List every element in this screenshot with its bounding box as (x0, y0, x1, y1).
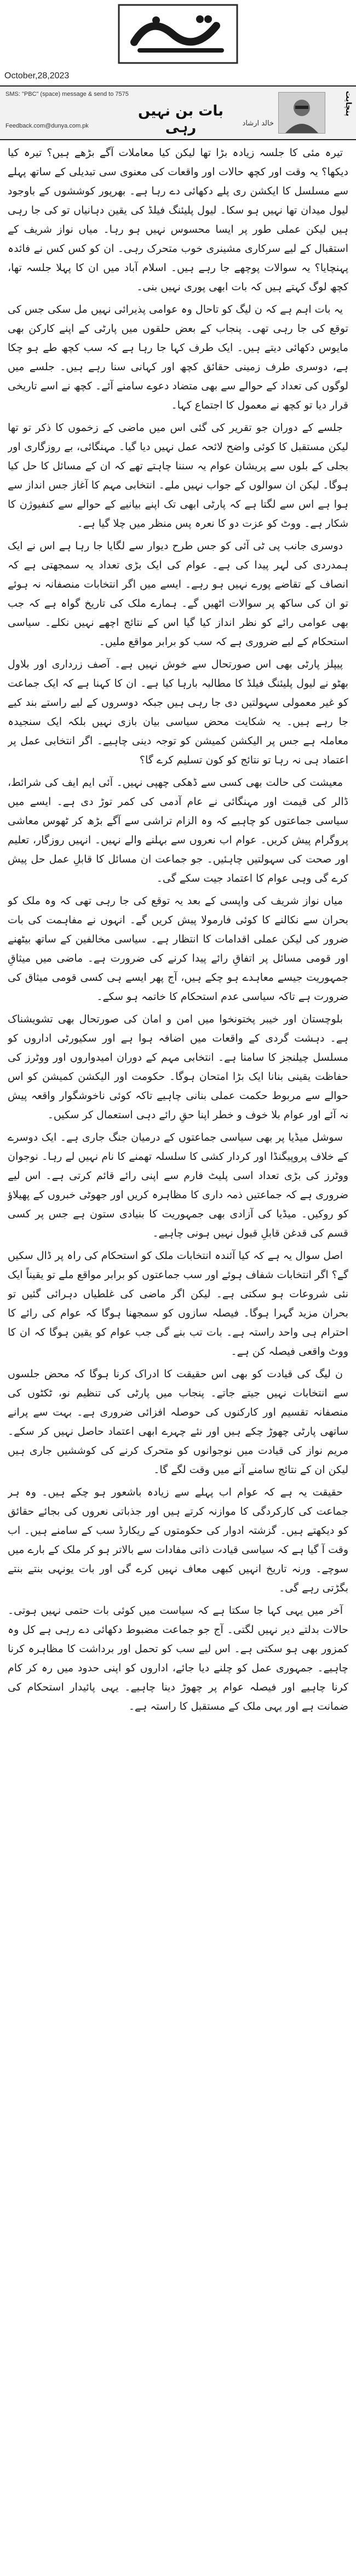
paragraph: معیشت کی حالت بھی کسی سے ڈھکی چھپی نہیں۔ آئی ایم ایف کی شرائط، ڈالر کی قیمت اور مہنگائی نے عام آدمی کی کمر توڑ دی ہے۔ ایسے میں سیاسی جماعتوں کو چاہیے کہ وہ الزام تراشی سے آگے بڑھ کر ٹھوس معاشی پروگرام پیش کریں۔ عوام اب نعروں سے بہلنے والے نہیں۔ انہیں روزگار، تعلیم اور صحت کی سہولتیں چاہئیں۔ جو جماعت ان مسائل کا قابلِ عمل حل پیش کرے گی وہی عوام کا اعتماد جیت سکے گی۔ (8, 777, 348, 884)
paragraph: آخر میں یہی کہا جا سکتا ہے کہ سیاست میں کوئی بات حتمی نہیں ہوتی۔ حالات بدلتے دیر نہیں لگتی۔ آج جو جماعت مضبوط دکھائی دے رہی ہے کل وہ کمزور بھی ہو سکتی ہے۔ اس لیے سب کو تحمل اور برداشت کا مظاہرہ کرنا چاہیے۔ جمہوری عمل کو چلنے دیا جائے، اداروں کو اپنی حدود میں رہ کر کام کرنا چاہیے اور فیصلہ عوام پر چھوڑ دینا چاہیے۔ یہی پائیدار استحکام کی ضمانت ہے اور یہی ملک کے مستقبل کا راستہ ہے۔ (8, 1605, 348, 1712)
masthead (0, 0, 356, 85)
paragraph: میاں نواز شریف کی واپسی کے بعد یہ توقع کی جا رہی تھی کہ وہ ملک کو بحران سے نکالنے کا کوئی فارمولا پیش کریں گے۔ انہوں نے مفاہمت کی بات ضرور کی لیکن عملی اقدامات کا انتظار ہے۔ سیاسی مخالفین کے ساتھ بیٹھنے اور قومی مسائل پر اتفاقِ رائے پیدا کرنے کی ضرورت ہے۔ ماضی میں میثاقِ جمہوریت جیسے معاہدے ہو چکے ہیں، آج پھر ایسے ہی کسی قومی میثاق کی ضرورت ہے تاکہ سیاسی عدم استحکام کا خاتمہ ہو سکے۔ (8, 895, 348, 1003)
author-name: خالد ارشاد (242, 119, 274, 128)
column-title: پنچایت (344, 91, 353, 117)
paragraph: اصل سوال یہ ہے کہ کیا آئندہ انتخابات ملک کو استحکام کی راہ پر ڈال سکیں گے؟ اگر انتخابات شفاف ہوئے اور سب جماعتوں کو برابر مواقع ملے تو یقیناً ایک نئی شروعات ہو سکتی ہے۔ لیکن اگر ماضی کی غلطیاں دہرائی گئیں تو بحران مزید گہرا ہوگا۔ فیصلہ سازوں کو سمجھنا ہوگا کہ عوام کی رائے کا احترام ہی واحد راستہ ہے۔ بات تب بنے گی جب عوام کو یقین ہوگا کہ ان کا ووٹ واقعی فیصلہ کن ہے۔ (8, 1250, 348, 1358)
column-header (0, 85, 356, 140)
paragraph: سوشل میڈیا پر بھی سیاسی جماعتوں کے درمیان جنگ جاری ہے۔ ایک دوسرے کے خلاف پروپیگنڈا اور کردار کشی کا سلسلہ تھمنے کا نام نہیں لے رہا۔ نوجوان ووٹرز کی بڑی تعداد اسی پلیٹ فارم سے اپنی رائے قائم کرتی ہے۔ اس لیے ضروری ہے کہ جماعتیں ذمہ داری کا مظاہرہ کریں اور جھوٹی خبروں کے پھیلاؤ کو روکیں۔ میڈیا کی آزادی بھی جمہوریت کا بنیادی ستون ہے جس پر کسی قسم کی قدغن قابلِ قبول نہیں ہونی چاہیے۔ (8, 1131, 348, 1239)
paragraph: تیرہ مئی کا جلسہ زیادہ بڑا تھا لیکن کیا معاملات آگے بڑھے ہیں؟ تیرہ کیا دیکھا؟ یہ وقت اور کچھ حالات اور واقعات کی معنوی سی تبدیلی کے ساتھ پہلے سے مسلسل کا ایکشن ری پلے دکھائی دے رہا ہے۔ بھرپور کوششوں کے باوجود لیول میدان تھا نہیں ہو سکا۔ لیول پلیئنگ فیلڈ کی یقین دہانیاں تو کی جا رہی ہیں لیکن عملی طور پر ایسا محسوس نہیں ہو رہا۔ میاں نواز شریف کے استقبال کے لیے سرکاری مشینری خوب متحرک رہی۔ ان کو کس کس نے فائدہ پہنچایا؟ یہ سوالات پوچھے جا رہے ہیں۔ اسلام آباد میں ان کا پہلا جلسہ تھا، کچھ لوگ کہتے ہیں کہ بات ابھی پوری نہیں بنی۔ (8, 147, 348, 293)
paragraph: حقیقت یہ ہے کہ عوام اب پہلے سے زیادہ باشعور ہو چکے ہیں۔ وہ ہر جماعت کی کارکردگی کا موازنہ کرتے ہیں اور جذباتی نعروں کی بجائے حقائق کو دیکھتے ہیں۔ گزشتہ ادوار کی حکومتوں کے ریکارڈ سب کے سامنے ہیں۔ اب وقت آ گیا ہے کہ سیاسی قیادت ذاتی مفادات سے بالاتر ہو کر ملک کے بارے میں سوچے۔ ورنہ تاریخ انہیں کبھی معاف نہیں کرے گی اور بات یونہی بنتے بنتے بگڑتی رہے گی۔ (8, 1486, 348, 1594)
person-icon (279, 93, 325, 133)
paragraph: ن لیگ کی قیادت کو بھی اس حقیقت کا ادراک کرنا ہوگا کہ محض جلسوں سے انتخابات نہیں جیتے جاتے۔ پنجاب میں پارٹی کی تنظیم نو، ٹکٹوں کی منصفانہ تقسیم اور کارکنوں کی حوصلہ افزائی ضروری ہے۔ بہت سے پرانے ساتھی پارٹی چھوڑ چکے ہیں اور نئے چہرے ابھی اعتماد حاصل نہیں کر سکے۔ مریم نواز کی قیادت میں نوجوانوں کو متحرک کرنے کی کوششیں جاری ہیں لیکن ان کے نتائج سامنے آنے میں وقت لگے گا۔ (8, 1368, 348, 1476)
paragraph: دوسری جانب پی ٹی آئی کو جس طرح دیوار سے لگایا جا رہا ہے اس نے ایک ہمدردی کی لہر پیدا کی ہے۔ عوام کی ایک بڑی تعداد یہ سمجھتی ہے کہ انصاف کے تقاضے پورے نہیں ہو رہے۔ ایسے میں اگر انتخابات منصفانہ نہ ہوئے تو ان کی ساکھ پر سوالات اٹھیں گے۔ ہمارے ملک کی تاریخ گواہ ہے کہ جب بھی عوامی رائے کو نظر انداز کیا گیا اس کے نتائج اچھے نہیں نکلے۔ سیاسی استحکام کے لیے ضروری ہے کہ سب کو برابر مواقع ملیں۔ (8, 540, 348, 648)
paragraph: یہ بات اہم ہے کہ ن لیگ کو تاحال وہ عوامی پذیرائی نہیں مل سکی جس کی توقع کی جا رہی تھی۔ پنجاب کے بعض حلقوں میں پارٹی کے اپنے کارکن بھی مایوس دکھائی دیتے ہیں۔ ایک طرف کہا جا رہا ہے کہ سب کچھ طے ہو چکا ہے، دوسری طرف زمینی حقائق کچھ اور کہانی سنا رہے ہیں۔ جلسے میں لوگوں کی تعداد کے حوالے سے بھی متضاد دعوے سامنے آئے۔ کچھ نے اسے تاریخی قرار دیا تو کچھ نے معمول کا اجتماع کہا۔ (8, 303, 348, 411)
columnist-avatar (278, 92, 325, 134)
newspaper-logo[interactable] (0, 0, 356, 68)
feedback-email[interactable]: Feedback.com@dunya.com.pk (5, 123, 89, 129)
sms-info: SMS: "PBC" (space) message & send to 7575 (5, 91, 129, 97)
publish-date: October,28,2023 (4, 71, 70, 81)
logo-emblem-icon (118, 4, 238, 64)
paragraph: جلسے کے دوران جو تقریر کی گئی اس میں ماضی کے زخموں کا ذکر تو تھا لیکن مستقبل کا کوئی واضح لائحہ عمل نہیں دیا گیا۔ مہنگائی، بے روزگاری اور بجلی کے بلوں سے پریشان عوام یہ سننا چاہتے تھے کہ ان کے مسائل کا حل کیا ہوگا۔ لیکن ان سوالوں کے جواب نہیں ملے۔ انتخابی مہم کا آغاز جس انداز سے ہوا ہے اس سے لگتا ہے کہ پارٹی ابھی تک اپنے بیانیے کے حوالے سے کنفیوژن کا شکار ہے۔ ووٹ کو عزت دو کا نعرہ پس منظر میں چلا گیا ہے۔ (8, 422, 348, 530)
article-headline: بات بن نہیں رہی (138, 103, 223, 136)
paragraph: بلوچستان اور خیبر پختونخوا میں امن و امان کی صورتحال بھی تشویشناک ہے۔ دہشت گردی کے واقعات میں اضافہ ہوا ہے اور سکیورٹی اداروں کو مسلسل چیلنجز کا سامنا ہے۔ انتخابی مہم کے دوران امیدواروں اور ووٹرز کی حفاظت یقینی بنانا ایک بڑا امتحان ہوگا۔ حکومت اور الیکشن کمیشن کو اس حوالے سے مربوط حکمت عملی بنانی چاہیے تاکہ کوئی ناخوشگوار واقعہ پیش نہ آئے اور عوام بلا خوف و خطر اپنا حقِ رائے دہی استعمال کر سکیں۔ (8, 1013, 348, 1121)
paragraph: پیپلز پارٹی بھی اس صورتحال سے خوش نہیں ہے۔ آصف زرداری اور بلاول بھٹو نے لیول پلیئنگ فیلڈ کا مطالبہ بارہا کیا ہے۔ ان کا کہنا ہے کہ ایک جماعت کو غیر معمولی سہولتیں دی جا رہی ہیں جبکہ دوسروں کے لیے راستے بند کیے جا رہے ہیں۔ یہ شکایت محض سیاسی بیان بازی نہیں بلکہ ایک سنجیدہ معاملہ ہے جس پر الیکشن کمیشن کو توجہ دینی چاہیے۔ اگر انتخابی عمل پر اعتماد ہی نہ رہا تو نتائج کو کون تسلیم کرے گا؟ (8, 658, 348, 766)
article-body (8, 143, 348, 2569)
